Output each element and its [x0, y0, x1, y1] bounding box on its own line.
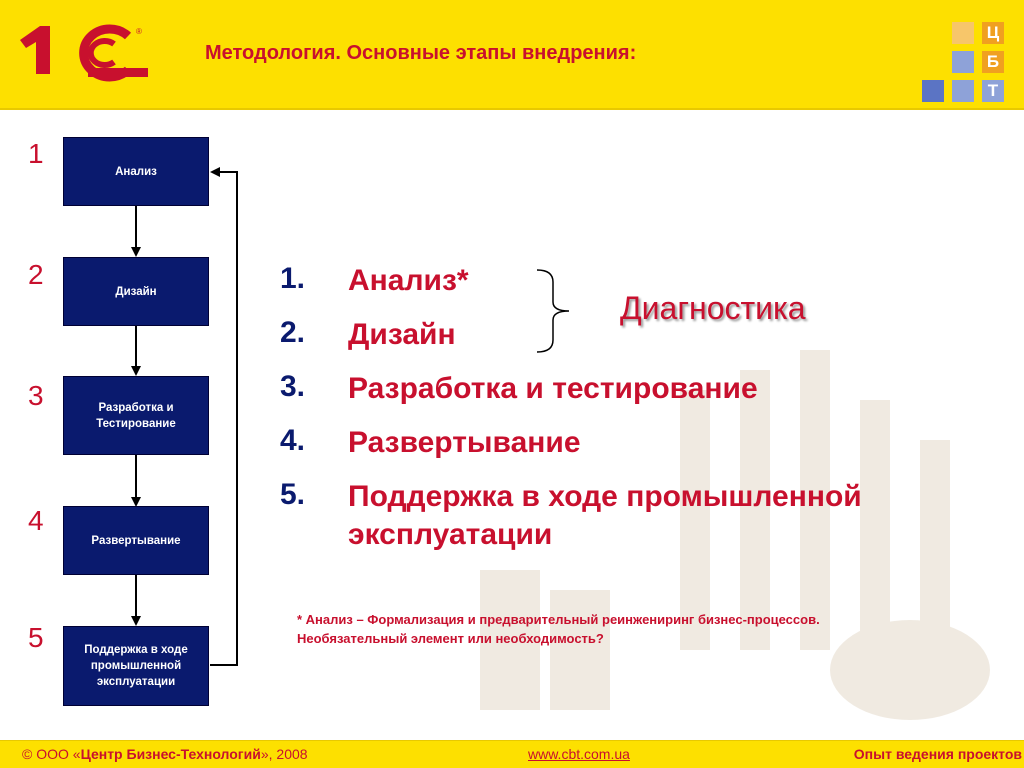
flow-box-analysis: Анализ: [63, 137, 209, 206]
list-item: [280, 424, 980, 478]
step-number: 3: [28, 380, 44, 411]
copyright-suffix: », 2008: [260, 746, 308, 762]
footer-tagline: Опыт ведения проектов: [853, 746, 1022, 762]
list-item-number: 2.: [280, 316, 306, 349]
brace-icon: [535, 268, 575, 354]
company-name: Центр Бизнес-Технологий: [80, 746, 261, 762]
list-item-number: 1.: [280, 262, 306, 295]
step-number: 4: [28, 505, 44, 536]
list-item-text: Анализ*: [348, 264, 469, 297]
header-bar: [0, 0, 1024, 110]
copyright-prefix: © ООО «: [22, 746, 81, 762]
step-number: 1: [28, 138, 44, 169]
flow-box-support: Поддержка в ходе промышленной эксплуатации: [63, 626, 209, 706]
step-number: 2: [28, 259, 44, 290]
1c-logo: [18, 22, 153, 84]
list-item-text: Развертывание: [348, 426, 581, 459]
step-number: 5: [28, 622, 44, 653]
list-item-text: Поддержка в ходе промышленной эксплуатации: [348, 480, 862, 551]
cbt-letter-ts: Ц: [982, 22, 1004, 44]
list-item: [280, 370, 980, 424]
flow-box-development: Разработка и Тестирование: [63, 376, 209, 455]
cbt-logo: [922, 22, 1006, 104]
cbt-letter-b: Б: [982, 51, 1004, 73]
website-link[interactable]: www.cbt.com.ua: [528, 746, 630, 762]
flow-box-design: Дизайн: [63, 257, 209, 326]
list-item: [280, 478, 980, 558]
list-item-number: 4.: [280, 424, 306, 457]
footnote-line: * Анализ – Формализация и предварительный реинжениринг бизнес-процессов.: [297, 612, 820, 627]
footnote: [297, 610, 997, 648]
list-item-text: Дизайн: [348, 318, 456, 351]
footnote-line: Необязательный элемент или необходимость?: [297, 631, 604, 646]
diagnostics-label: Диагностика: [620, 290, 806, 326]
footer-bar: [0, 740, 1024, 768]
list-item-text: Разработка и тестирование: [348, 372, 758, 405]
copyright: [22, 746, 308, 762]
list-item-number: 3.: [280, 370, 306, 403]
svg-text:®: ®: [136, 27, 142, 36]
page-title: Методология. Основные этапы внедрения:: [205, 42, 637, 64]
cbt-letter-t: Т: [982, 80, 1004, 102]
list-item-number: 5.: [280, 478, 306, 511]
flow-box-deployment: Развертывание: [63, 506, 209, 575]
